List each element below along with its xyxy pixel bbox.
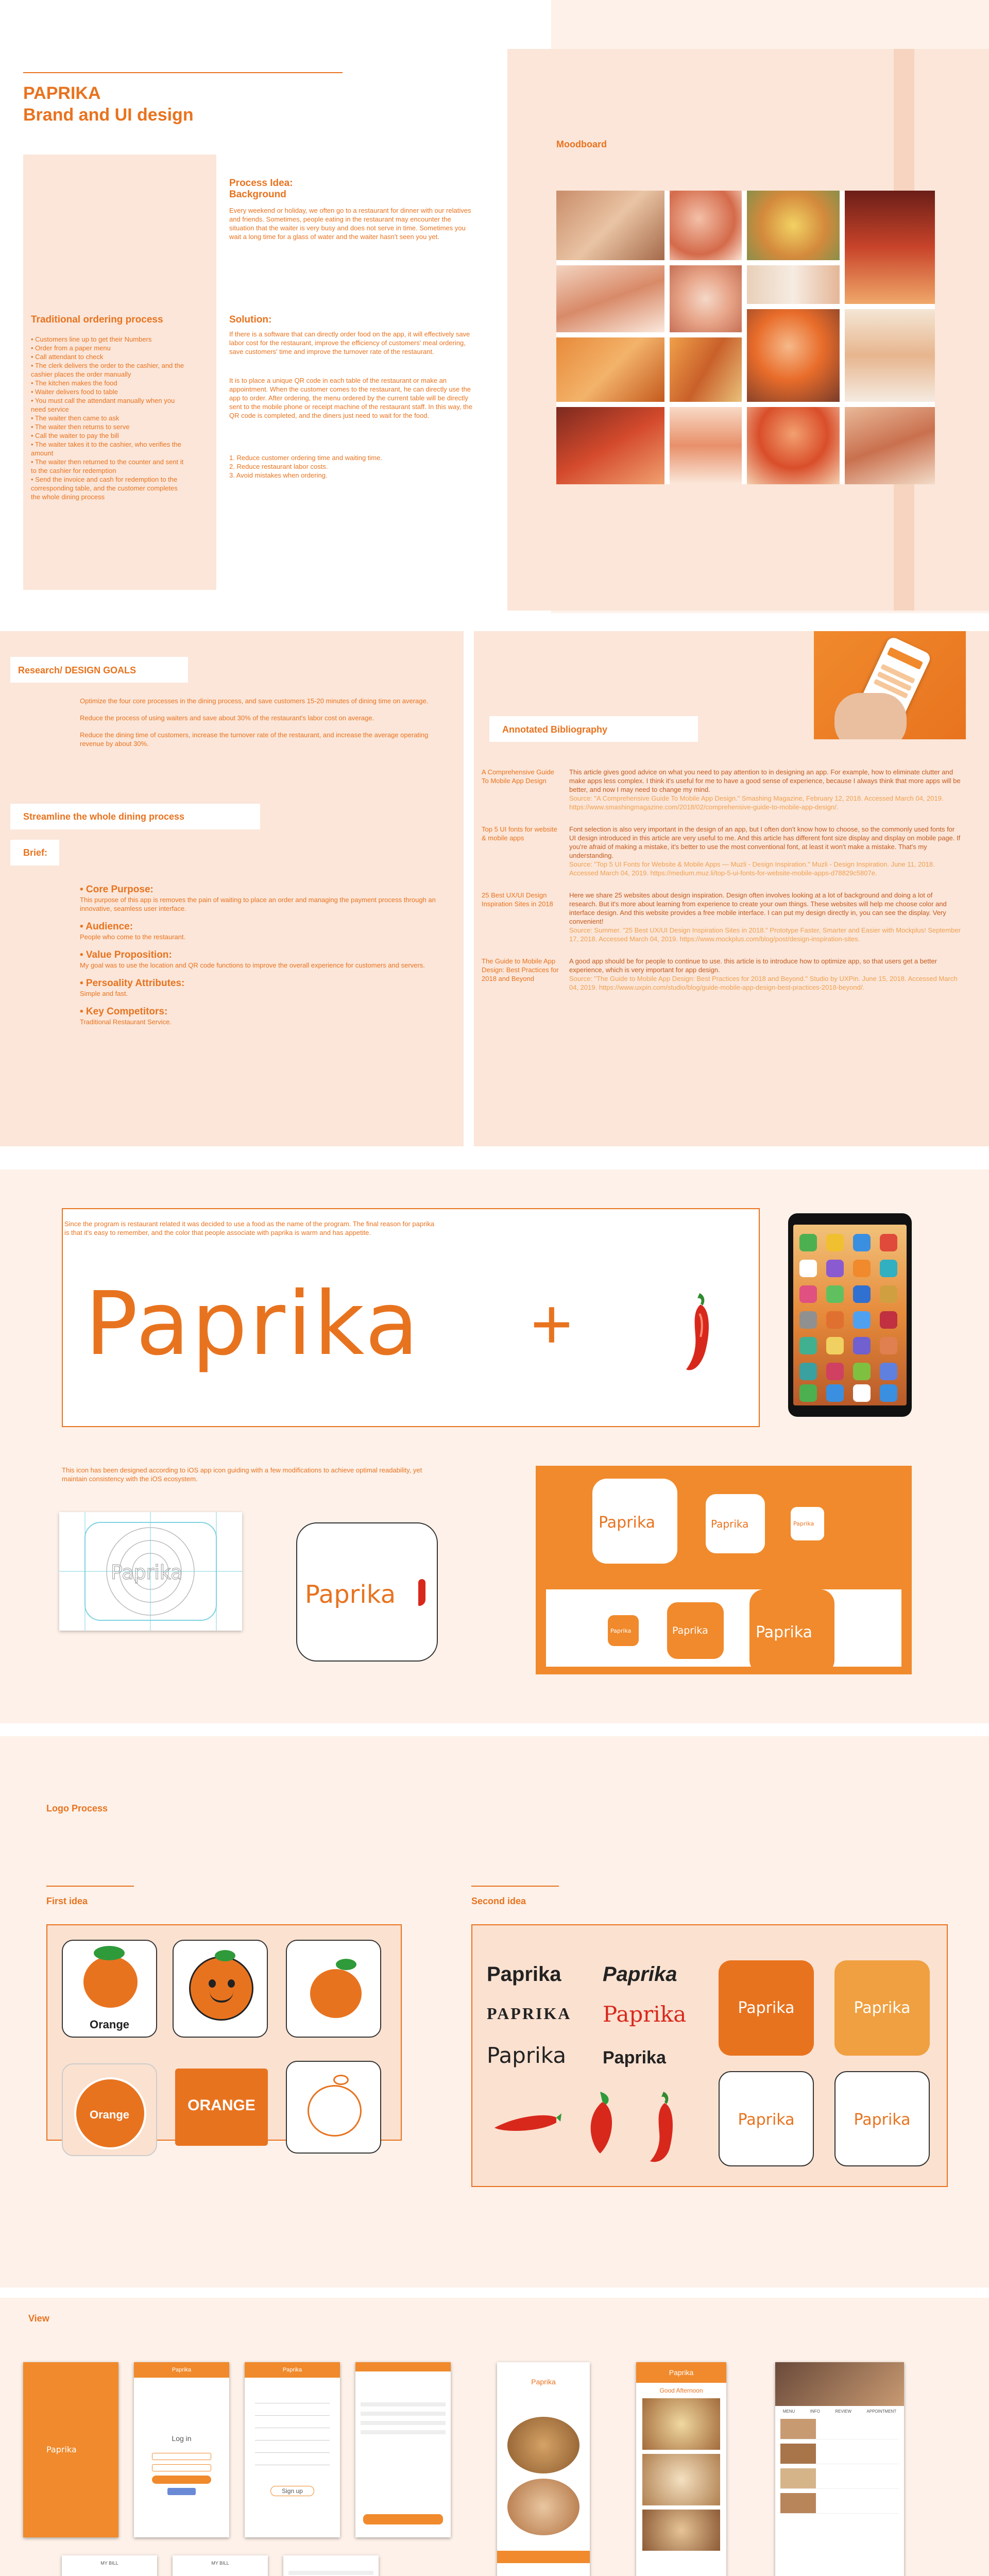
iphone-screen xyxy=(793,1225,907,1405)
dock-icon[interactable] xyxy=(826,1384,844,1402)
bibliography-title: A Comprehensive Guide To Mobile App Design xyxy=(482,768,554,785)
solution-item: 1. Reduce customer ordering time and waiting time. xyxy=(229,454,382,462)
bibliography-content xyxy=(569,891,961,943)
solution-list xyxy=(229,453,476,480)
app-icon[interactable] xyxy=(880,1337,897,1354)
brief-section-body: Traditional Restaurant Service. xyxy=(80,1018,172,1026)
traditional-heading: Traditional ordering process xyxy=(31,314,163,325)
paprika-variant: Paprika xyxy=(487,1963,561,1986)
svg-text:Paprika: Paprika xyxy=(111,1561,183,1584)
mood-image xyxy=(556,191,664,260)
app-icon-orange-large: Paprika xyxy=(749,1589,834,1674)
traditional-step: • Waiter delivers food to table xyxy=(31,388,118,396)
app-icon[interactable] xyxy=(880,1234,897,1251)
orange-fruit-icon xyxy=(310,1969,362,2018)
screen-login: Paprika Log in xyxy=(134,2362,229,2537)
app-icon[interactable] xyxy=(826,1337,844,1354)
traditional-step: • The kitchen makes the food xyxy=(31,379,117,387)
app-icon[interactable] xyxy=(826,1285,844,1303)
traditional-step: • The waiter then came to ask xyxy=(31,414,120,422)
menu-tabs: MENU INFO REVIEW APPOINTMENT xyxy=(782,2409,897,2414)
bibliography-source[interactable]: Source: "A Comprehensive Guide To Mobile App Design." Smashing Magazine, February 12, 2018. Accessed March 04, 2019. https://www.smashingmagazine.com/2018/02/comprehensive-guide-to-mobile-app-design/. xyxy=(569,794,944,811)
leaf-icon xyxy=(333,2075,349,2085)
signup-button[interactable]: Sign up xyxy=(270,2486,314,2496)
icon-description: This icon has been designed according to iOS app icon guiding with a few modifications to achieve optimal readability, yet maintain consistency with the iOS ecosystem. xyxy=(62,1466,422,1483)
app-icon[interactable] xyxy=(880,1260,897,1277)
app-icon[interactable] xyxy=(799,1285,817,1303)
orange-logo-6 xyxy=(286,2061,381,2154)
app-icon-white-small: Paprika xyxy=(791,1507,824,1540)
mood-image xyxy=(747,407,840,484)
orange-logo-2 xyxy=(173,1940,268,2038)
bibliography-entry xyxy=(482,957,971,992)
paprika-tile-white: Paprika xyxy=(719,2071,814,2166)
bibliography-annotation: A good app should be for people to continue to use. this article is to introduce how to optimize app, so that users get a better experience, which is very important for app design. xyxy=(569,957,937,974)
screen-splash: Paprika xyxy=(23,2362,118,2537)
bibliography-entry xyxy=(482,825,971,877)
app-icon[interactable] xyxy=(799,1260,817,1277)
mood-image xyxy=(845,191,935,304)
process-idea-heading: Process Idea: Background xyxy=(229,178,293,200)
brief-sections xyxy=(80,876,456,1026)
design-goal: Optimize the four core processes in the dining process, and save customers 15-20 minutes of dining time on average. xyxy=(80,697,429,705)
first-idea-heading: First idea xyxy=(46,1896,88,1906)
screen-order-summary xyxy=(355,2362,451,2537)
app-icon-orange-small: Paprika xyxy=(608,1615,639,1646)
traditional-step: • Call the waiter to pay the bill xyxy=(31,432,119,439)
app-icon[interactable] xyxy=(799,1234,817,1251)
brief-section-heading: • Key Competitors: xyxy=(80,1006,168,1017)
traditional-step: • The waiter then returned to the counter and sent it to the cashier for redemption xyxy=(31,458,184,474)
app-icon[interactable] xyxy=(853,1311,871,1329)
app-icon[interactable] xyxy=(826,1260,844,1277)
design-goals xyxy=(80,697,448,756)
traditional-step: • Customers line up to get their Numbers xyxy=(31,335,152,343)
mood-image xyxy=(670,407,742,484)
leaf-icon xyxy=(336,1959,356,1970)
chili-pepper-icon xyxy=(418,1579,425,1606)
bibliography-annotation: Font selection is also very important in the design of an app, but I often don't know how to choose, so the commonly used fonts for UI design introduced in this article are very useful to me. And this article has different font size display and display on mobile page. If you're afraid of making a mistake, it's better to use the most conventional font, at least it won't make a mistake. That's my understanding. xyxy=(569,825,961,859)
paprika-variant: Paprika xyxy=(603,1963,677,1986)
screen-bill: MY BILL xyxy=(62,2555,157,2576)
bibliography-entry xyxy=(482,768,971,811)
bibliography-annotation: This article gives good advice on what you need to pay attention to in designing an app. For example, how to eliminate clutter and make apps less complex. I think it's useful for me to have a good sense of experience, because I always think that more apps will be better, and now I may need to change my mind. xyxy=(569,768,961,793)
username-field[interactable] xyxy=(152,2453,211,2460)
brief-section-heading: • Audience: xyxy=(80,921,133,932)
chili-pepper-icon xyxy=(579,2087,621,2159)
mood-image xyxy=(747,191,840,260)
orange-outline-icon xyxy=(308,2085,362,2137)
first-idea-rule xyxy=(46,1886,134,1887)
logo-process-heading: Logo Process xyxy=(46,1803,108,1814)
screen-cart xyxy=(283,2555,379,2576)
plus-sign: + xyxy=(531,1283,573,1364)
cart-list xyxy=(288,2571,373,2576)
moodboard-grid xyxy=(556,191,935,484)
paprika-tile-light-orange: Paprika xyxy=(834,1960,930,2056)
solution-item: 3. Avoid mistakes when ordering. xyxy=(229,471,328,479)
food-image xyxy=(642,2398,720,2450)
mood-image xyxy=(845,407,935,484)
bibliography-title: 25 Best UX/UI Design Inspiration Sites in 2018 xyxy=(482,891,553,908)
app-icon[interactable] xyxy=(826,1311,844,1329)
orange-logo-4: Orange xyxy=(62,2063,157,2156)
moodboard-heading: Moodboard xyxy=(556,139,607,149)
brand-intro-text: Since the program is restaurant related it was decided to use a food as the name of the program. The final reason for paprika is that it's easy to remember, and the color that people associate with paprika is warm and has appetite. xyxy=(64,1220,435,1236)
solution-item: 2. Reduce restaurant labor costs. xyxy=(229,463,328,470)
app-icon[interactable] xyxy=(880,1285,897,1303)
food-image xyxy=(642,2510,720,2551)
start-button[interactable] xyxy=(497,2551,590,2563)
eye xyxy=(228,1979,235,1988)
app-icon[interactable] xyxy=(799,1363,817,1380)
brief-section-heading: • Value Proposition: xyxy=(80,950,172,960)
traditional-step: • The clerk delivers the order to the cashier, and the cashier places the order manually xyxy=(31,362,184,378)
food-image xyxy=(507,2479,579,2535)
chili-pepper-icon xyxy=(680,1288,716,1376)
paprika-tile-white-2: Paprika xyxy=(834,2071,930,2166)
traditional-step: • Order from a paper menu xyxy=(31,344,111,352)
mood-image xyxy=(556,407,664,484)
app-icon[interactable] xyxy=(826,1234,844,1251)
orange-logo-1: Orange xyxy=(62,1940,157,2038)
password-field[interactable] xyxy=(152,2464,211,2471)
app-icon-large: Paprika xyxy=(296,1522,438,1662)
confirm-button[interactable] xyxy=(363,2514,443,2524)
app-icon[interactable] xyxy=(799,1337,817,1354)
view-white-band xyxy=(0,2287,989,2298)
app-icon[interactable] xyxy=(799,1311,817,1329)
bibliography-list xyxy=(482,768,971,1005)
traditional-list xyxy=(31,335,185,501)
mood-image xyxy=(670,265,742,332)
paprika-variant: Paprika xyxy=(487,2043,567,2068)
screen-restaurant-menu xyxy=(775,2362,904,2576)
signup-form xyxy=(255,2398,330,2465)
mood-image xyxy=(556,337,664,402)
traditional-step: • Call attendant to check xyxy=(31,353,104,361)
screen-signup: Paprika Sign up xyxy=(245,2362,340,2537)
orange-fruit-icon xyxy=(83,1956,138,2008)
mood-image xyxy=(747,265,840,304)
bibliography-content xyxy=(569,957,961,992)
paprika-variant: Paprika xyxy=(603,2048,666,2067)
page-title: PAPRIKA Brand and UI design xyxy=(23,83,194,125)
dock-icon[interactable] xyxy=(853,1384,871,1402)
dock-icon[interactable] xyxy=(799,1384,817,1402)
screen-good-afternoon: Paprika Good Afternoon xyxy=(636,2362,726,2576)
wordmark: Paprika xyxy=(85,1273,421,1375)
mood-image xyxy=(670,337,742,402)
traditional-step: • The waiter then returns to serve xyxy=(31,423,130,431)
title-rule xyxy=(23,72,343,73)
traditional-step: • Send the invoice and cash for redemption to the corresponding table, and the customer completes the whole dining process xyxy=(31,476,178,501)
app-icon[interactable] xyxy=(880,1311,897,1329)
bibliography-source[interactable]: Source: "Top 5 UI Fonts for Website & Mobile Apps — Muzli - Design Inspiration." Muzli - Design Inspiration. June 11, 2018. Accessed March 04, 2019. https://medium.muz.li/top-5-ui-fonts-for-website-mobile-apps-d78829c5807e. xyxy=(569,860,935,877)
second-idea-heading: Second idea xyxy=(471,1896,526,1906)
bibliography-content xyxy=(569,768,961,811)
app-icon-white-large: Paprika xyxy=(592,1479,677,1564)
paprika-tile-orange: Paprika xyxy=(719,1960,814,2056)
orange-logo-3 xyxy=(286,1940,381,2038)
mood-image xyxy=(747,309,840,402)
brief-section-body: My goal was to use the location and QR code functions to improve the overall experience for customers and servers. xyxy=(80,961,425,969)
traditional-step: • The waiter takes it to the cashier, who verifies the amount xyxy=(31,440,181,457)
iphone-mockup xyxy=(788,1213,912,1417)
design-goal: Reduce the process of using waiters and save about 30% of the restaurant's labor cost on average. xyxy=(80,714,374,722)
design-goal: Reduce the dining time of customers, increase the turnover rate of the restaurant, and increase the average operating revenue by about 30%. xyxy=(80,731,429,748)
paprika-variant: Paprika xyxy=(603,2002,687,2027)
orange-logo-5: ORANGE xyxy=(175,2069,268,2146)
app-icon[interactable] xyxy=(853,1285,871,1303)
screen-home: Paprika xyxy=(497,2362,590,2576)
restaurant-banner xyxy=(775,2362,904,2406)
chili-pepper-horizontal-icon xyxy=(484,2107,561,2138)
bibliography-entry xyxy=(482,891,971,943)
research-heading: Research/ DESIGN GOALS xyxy=(18,665,137,675)
brief-section-heading: • Core Purpose: xyxy=(80,884,154,895)
orange-face-icon xyxy=(189,1956,253,2021)
screen-payment-complete: MY BILL xyxy=(173,2555,268,2576)
app-icon-orange-medium: Paprika xyxy=(667,1602,724,1659)
app-icon[interactable] xyxy=(853,1337,871,1354)
brief-section-body: People who come to the restaurant. xyxy=(80,933,186,941)
app-icon[interactable] xyxy=(853,1234,871,1251)
biblio-hero-image xyxy=(814,631,966,739)
bibliography-title: The Guide to Mobile App Design: Best Practices for 2018 and Beyond xyxy=(482,957,559,982)
brief-section-body: Simple and fast. xyxy=(80,990,128,997)
bibliography-annotation: Here we share 25 websites about design inspiration. Design often involves looking at a lot of background and doing a lot of research. But it's more about learning from experience to create your own things. These websites will help me choose color and interface design. And this website provides a free mobile interface. I can put my design directly in, you can see the display. Very convenient! xyxy=(569,891,947,925)
brief-section-body: This purpose of this app is removes the pain of waiting to place an order and managing the payment process through an innovative, seamless user interface. xyxy=(80,896,436,912)
paprika-variant: PAPRIKA xyxy=(487,2004,572,2023)
app-icon[interactable] xyxy=(880,1363,897,1380)
process-idea-body: Every weekend or holiday, we often go to a restaurant for dinner with our relatives and friends. Sometimes, people eating in the restaurant may encounter the situation that the waiter is very busy and does not serve in time. Sometimes you wait a long time for a glass of water and the waiter hasn't seen you yet. xyxy=(229,207,471,241)
solution-p1: If there is a software that can directly order food on the app, it will effectively save labor cost for the restaurant, improve the efficiency of customers' meal ordering, save customers' time and improve the turnover rate of the restaurant. xyxy=(229,330,470,355)
mood-image xyxy=(845,309,935,402)
view-heading: View xyxy=(28,2313,49,2324)
second-idea-rule xyxy=(471,1886,559,1887)
app-icon[interactable] xyxy=(853,1363,871,1380)
streamline-heading: Streamline the whole dining process xyxy=(23,811,185,822)
bibliography-content xyxy=(569,825,961,877)
icon-guide-grid xyxy=(59,1512,242,1631)
app-icon-white-medium: Paprika xyxy=(706,1494,765,1553)
food-image xyxy=(507,2417,579,2473)
biblio-heading: Annotated Bibliography xyxy=(502,724,607,735)
order-table xyxy=(361,2402,446,2434)
app-icon[interactable] xyxy=(853,1260,871,1277)
eye xyxy=(209,1979,216,1988)
bibliography-source[interactable]: Source: Summer. "25 Best UX/UI Design Inspiration Sites in 2018." Prototype Faster, Smarter and Easier with Mockplus! September 17, 2018. Accessed March 04, 2019. https://www.mockplus.com/blog/post/design-inspiration-sites. xyxy=(569,926,961,943)
white-strip xyxy=(546,1589,901,1667)
mood-image xyxy=(556,265,664,332)
bibliography-source[interactable]: Source: "The Guide to Mobile App Design: Best Practices for 2018 and Beyond." Studio by UXPin. June 15, 2018. Accessed March 04, 2019. https://www.uxpin.com/studio/blog/guide-mobile-app-design-best-practices-2018-beyond/. xyxy=(569,975,958,991)
mood-image xyxy=(670,191,742,260)
bibliography-title: Top 5 UI fonts for website & mobile apps xyxy=(482,825,557,842)
food-image xyxy=(642,2454,720,2505)
traditional-step: • You must call the attendant manually when you need service xyxy=(31,397,175,413)
brief-heading: Brief: xyxy=(23,848,48,858)
brief-section-heading: • Persoality Attributes: xyxy=(80,978,185,989)
dock-icon[interactable] xyxy=(880,1384,897,1402)
leaf-icon xyxy=(215,1950,235,1961)
social-login[interactable] xyxy=(167,2488,196,2495)
leaf-icon xyxy=(94,1946,125,1960)
solution-p2: It is to place a unique QR code in each table of the restaurant or make an appointment. When the customer comes to the restaurant, he can directly use the app to order. After ordering, the menu ordered by the current table will be directly sent to the mobile phone or receipt machine of the restaurant staff. In this way, the QR code is completed, and the diners just need to wait for the food. xyxy=(229,377,473,419)
solution-heading: Solution: xyxy=(229,314,272,325)
login-button[interactable] xyxy=(152,2476,211,2484)
app-icon[interactable] xyxy=(826,1363,844,1380)
chili-pepper-icon xyxy=(644,2087,680,2164)
menu-list xyxy=(780,2419,899,2514)
hand xyxy=(834,693,907,739)
